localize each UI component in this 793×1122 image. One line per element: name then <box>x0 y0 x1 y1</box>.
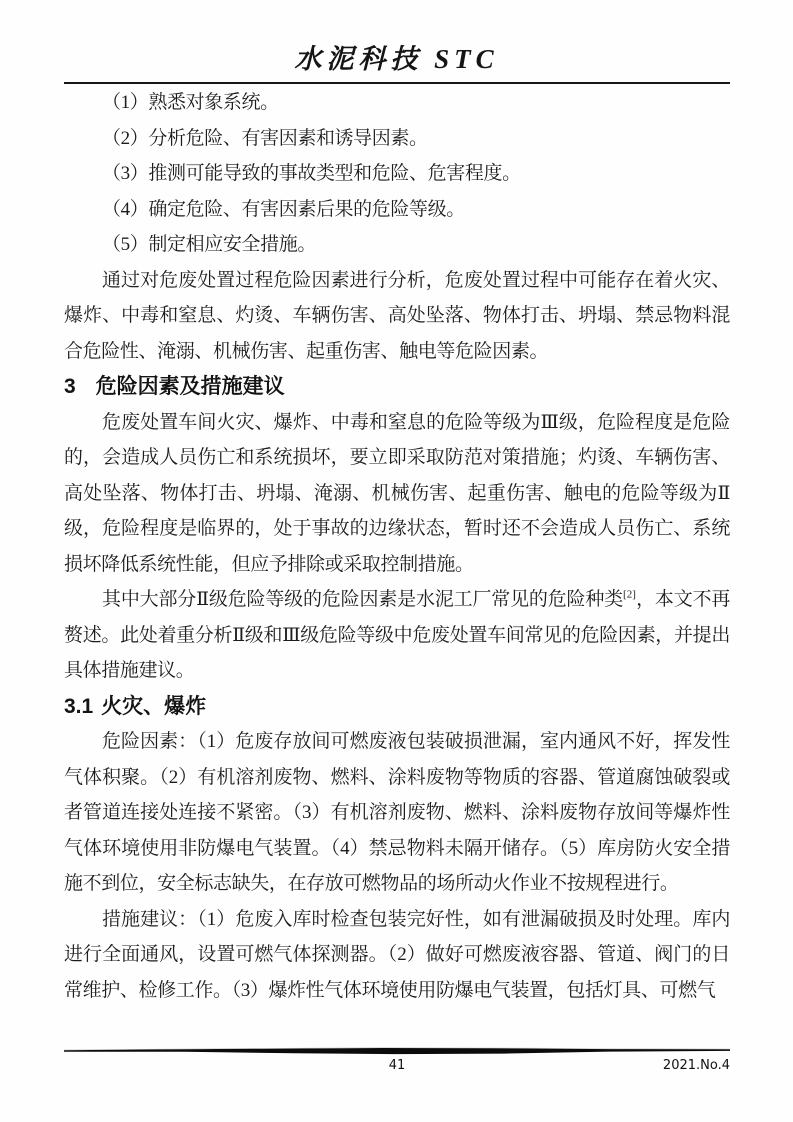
paragraph-risk-factors: 危险因素：（1）危废存放间可燃废液包装破损泄漏，室内通风不好，挥发性气体积聚。（2）有机溶剂废物、燃料、涂料废物等物质的容器、管道腐蚀破裂或者管道连接处连接不紧密。（3）有机溶剂废物、燃料、涂料废物存放间等爆炸性气体环境使用非防爆电气装置。（4）禁忌物料未隔开储存。（5）库房防火安全措施不到位，安全标志缺失，在存放可燃物品的场所动火作业不按规程进行。 <box>64 731 730 894</box>
section-3-1-title: 火灾、爆炸 <box>101 694 207 718</box>
paragraph-with-citation <box>64 582 730 689</box>
citation-pre-text: 其中大部分Ⅱ级危险等级的危险因素是水泥工厂常见的危险种类 <box>102 589 624 610</box>
list-item-4: （4）确定危险、有害因素后果的危险等级。 <box>102 198 465 220</box>
footer-row <box>64 1057 730 1075</box>
journal-header <box>0 0 793 74</box>
section-3-heading <box>64 369 730 405</box>
article-body <box>64 84 730 1008</box>
list-item-1: （1）熟悉对象系统。 <box>102 92 279 113</box>
section-3-number: 3 <box>64 375 76 398</box>
section-3-1-heading <box>64 689 730 725</box>
list-item-5: （5）制定相应安全措施。 <box>102 234 316 255</box>
footer-rule <box>64 1047 730 1056</box>
list-item-2: （2）分析危险、有害因素和诱导因素。 <box>102 127 428 149</box>
page-footer <box>64 1047 730 1075</box>
list-item-3: （3）推测可能导致的事故类型和危险、危害程度。 <box>102 163 521 184</box>
paragraph-risk-levels: 危废处置车间火灾、爆炸、中毒和窒息的危险等级为Ⅲ级，危险程度是危险的，会造成人员伤亡和系统损坏，要立即采取防范对策措施；灼烫、车辆伤害、高处坠落、物体打击、坍塌、淹溺、机械伤害、起重伤害、触电的危险等级为Ⅱ级，危险程度是临界的，处于事故的边缘状态，暂时还不会造成人员伤亡、系统损坏降低系统性能，但应予排除或采取控制措施。 <box>64 411 730 575</box>
page-number: 41 <box>388 1058 406 1073</box>
section-3-title: 危险因素及措施建议 <box>95 375 285 398</box>
section-3-1-number: 3.1 <box>64 694 94 718</box>
citation-ref: [2] <box>623 588 636 601</box>
paragraph-hazard-summary: 通过对危废处置过程危险因素进行分析，危废处置过程中可能存在着火灾、爆炸、中毒和窒息、灼烫、车辆伤害、高处坠落、物体打击、坍塌、禁忌物料混合危险性、淹溺、机械伤害、起重伤害、触电等危险因素。 <box>64 269 730 362</box>
journal-title: 水泥科技 STC <box>294 44 499 74</box>
paragraph-measures: 措施建议：（1）危废入库时检查包装完好性，如有泄漏破损及时处理。库内进行全面通风，设置可燃气体探测器。（2）做好可燃废液容器、管道、阀门的日常维护、检修工作。（3）爆炸性气体环境使用防爆电气装置，包括灯具、可燃气 <box>64 908 730 1001</box>
citation-post-text: ，本文不再赘述。此处着重分析Ⅱ级和Ⅲ级危险等级中危废处置车间常见的危险因素，并提出具体措施建议。 <box>64 589 730 681</box>
issue-number: 2021.No.4 <box>662 1058 730 1073</box>
